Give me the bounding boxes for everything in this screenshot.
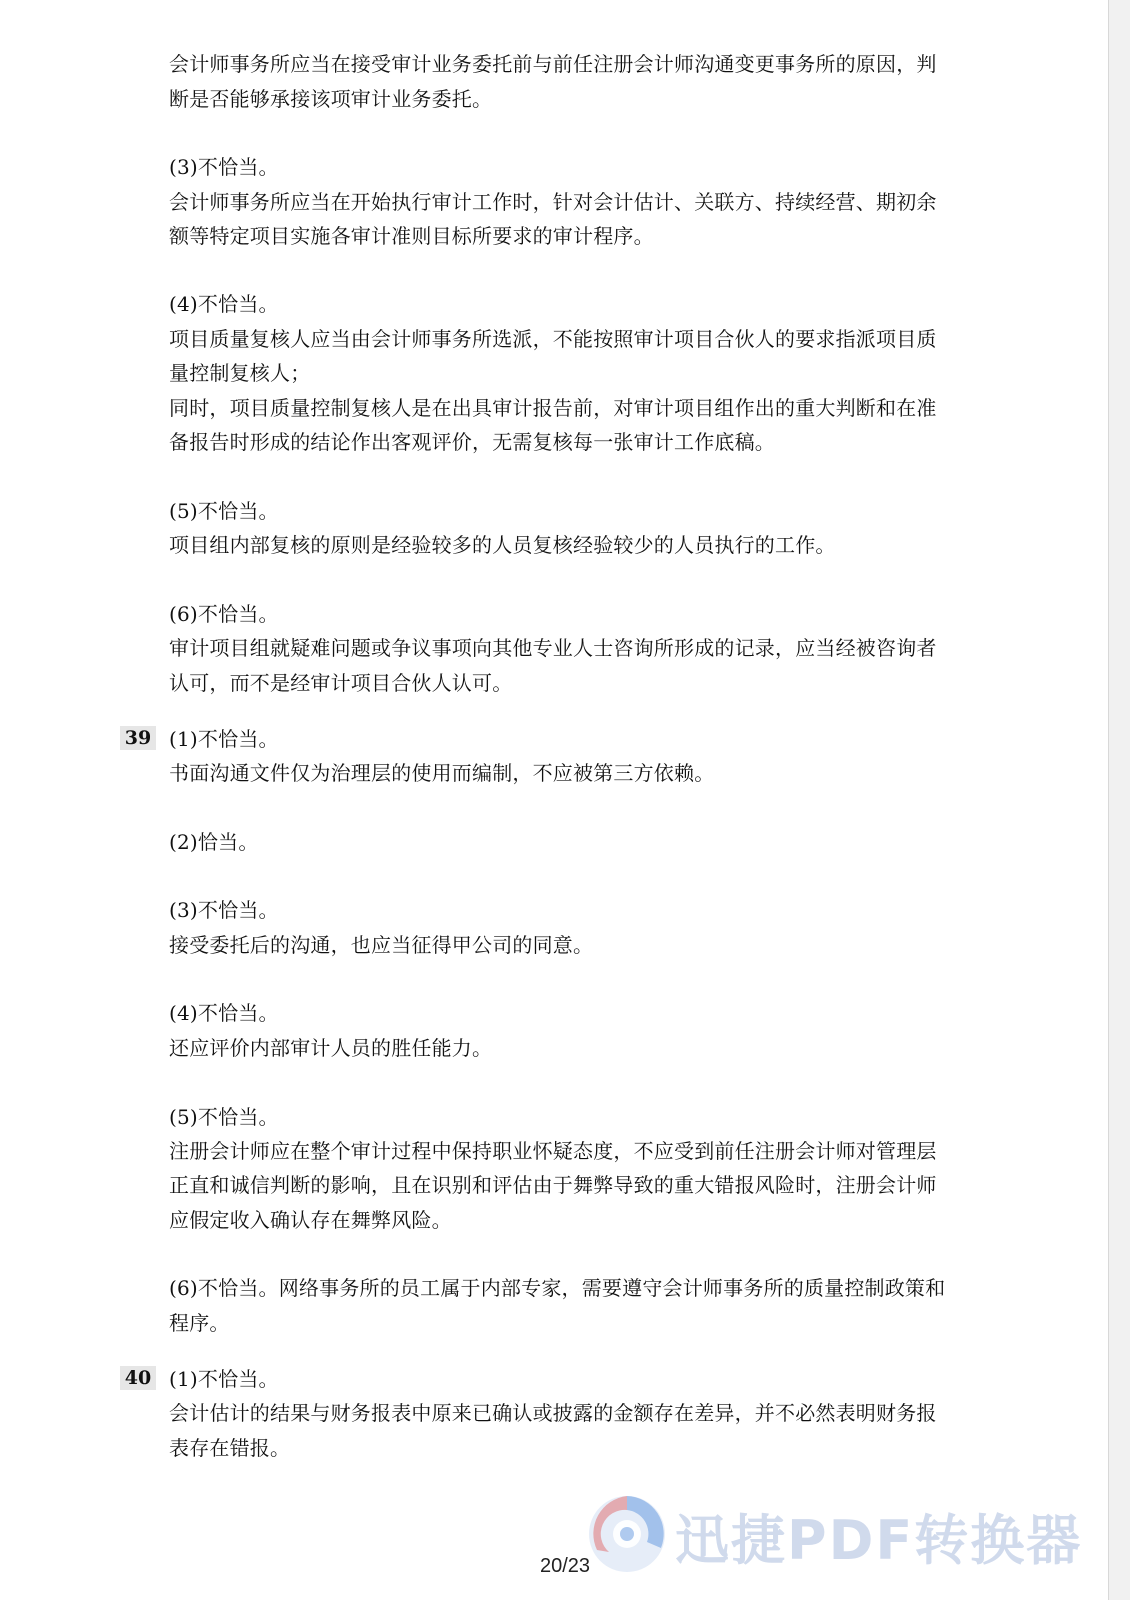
text-line: 书面沟通文件仅为治理层的使用而编制，不应被第三方依赖。 xyxy=(169,761,715,785)
question-number-badge: 39 xyxy=(120,726,156,750)
answer-heading: (2)恰当。 xyxy=(169,830,259,854)
text-line: 额等特定项目实施各审计准则目标所要求的审计程序。 xyxy=(169,224,654,248)
answer-heading: (6)不恰当。 xyxy=(169,602,279,626)
text-line: 会计师事务所应当在接受审计业务委托前与前任注册会计师沟通变更事务所的原因，判 xyxy=(169,52,937,76)
text-line: 备报告时形成的结论作出客观评价，无需复核每一张审计工作底稿。 xyxy=(169,430,775,454)
text-line: 会计师事务所应当在开始执行审计工作时，针对会计估计、关联方、持续经营、期初余 xyxy=(169,190,937,214)
answer-heading: (3)不恰当。 xyxy=(169,155,279,179)
answer-heading: (1)不恰当。 xyxy=(169,727,279,751)
text-line: 接受委托后的沟通，也应当征得甲公司的同意。 xyxy=(169,933,594,957)
answer-heading: (4)不恰当。 xyxy=(169,1001,279,1025)
answer-heading: (4)不恰当。 xyxy=(169,292,279,316)
text-line: 项目组内部复核的原则是经验较多的人员复核经验较少的人员执行的工作。 xyxy=(169,533,836,557)
answer-heading: (6)不恰当。网络事务所的员工属于内部专家，需要遵守会计师事务所的质量控制政策和 xyxy=(169,1276,946,1300)
text-line: 认可，而不是经审计项目合伙人认可。 xyxy=(169,671,513,695)
text-line: 审计项目组就疑难问题或争议事项向其他专业人士咨询所形成的记录，应当经被咨询者 xyxy=(169,636,937,660)
watermark-text: 迅捷PDF转换器 xyxy=(675,1509,1083,1572)
page-number: 20/23 xyxy=(539,1555,591,1577)
text-line: 项目质量复核人应当由会计师事务所选派，不能按照审计项目合伙人的要求指派项目质 xyxy=(169,327,937,351)
answer-heading: (1)不恰当。 xyxy=(169,1367,279,1391)
text-line: 表存在错报。 xyxy=(169,1436,291,1460)
text-line: 程序。 xyxy=(169,1311,230,1335)
text-line: 同时，项目质量控制复核人是在出具审计报告前，对审计项目组作出的重大判断和在准 xyxy=(169,396,937,420)
text-line: 正直和诚信判断的影响，且在识别和评估由于舞弊导致的重大错报风险时，注册会计师 xyxy=(169,1173,937,1197)
text-line: 断是否能够承接该项审计业务委托。 xyxy=(169,87,493,111)
answer-heading: (5)不恰当。 xyxy=(169,1105,279,1129)
watermark xyxy=(585,1490,1105,1600)
text-line: 还应评价内部审计人员的胜任能力。 xyxy=(169,1036,493,1060)
text-line: 应假定收入确认存在舞弊风险。 xyxy=(169,1208,452,1232)
text-line: 量控制复核人； xyxy=(169,361,311,385)
text-line: 会计估计的结果与财务报表中原来已确认或披露的金额存在差异，并不必然表明财务报 xyxy=(169,1401,937,1425)
text-line: 注册会计师应在整个审计过程中保持职业怀疑态度，不应受到前任注册会计师对管理层 xyxy=(169,1139,937,1163)
answer-heading: (5)不恰当。 xyxy=(169,499,279,523)
question-number-badge: 40 xyxy=(120,1366,156,1390)
answer-heading: (3)不恰当。 xyxy=(169,898,279,922)
